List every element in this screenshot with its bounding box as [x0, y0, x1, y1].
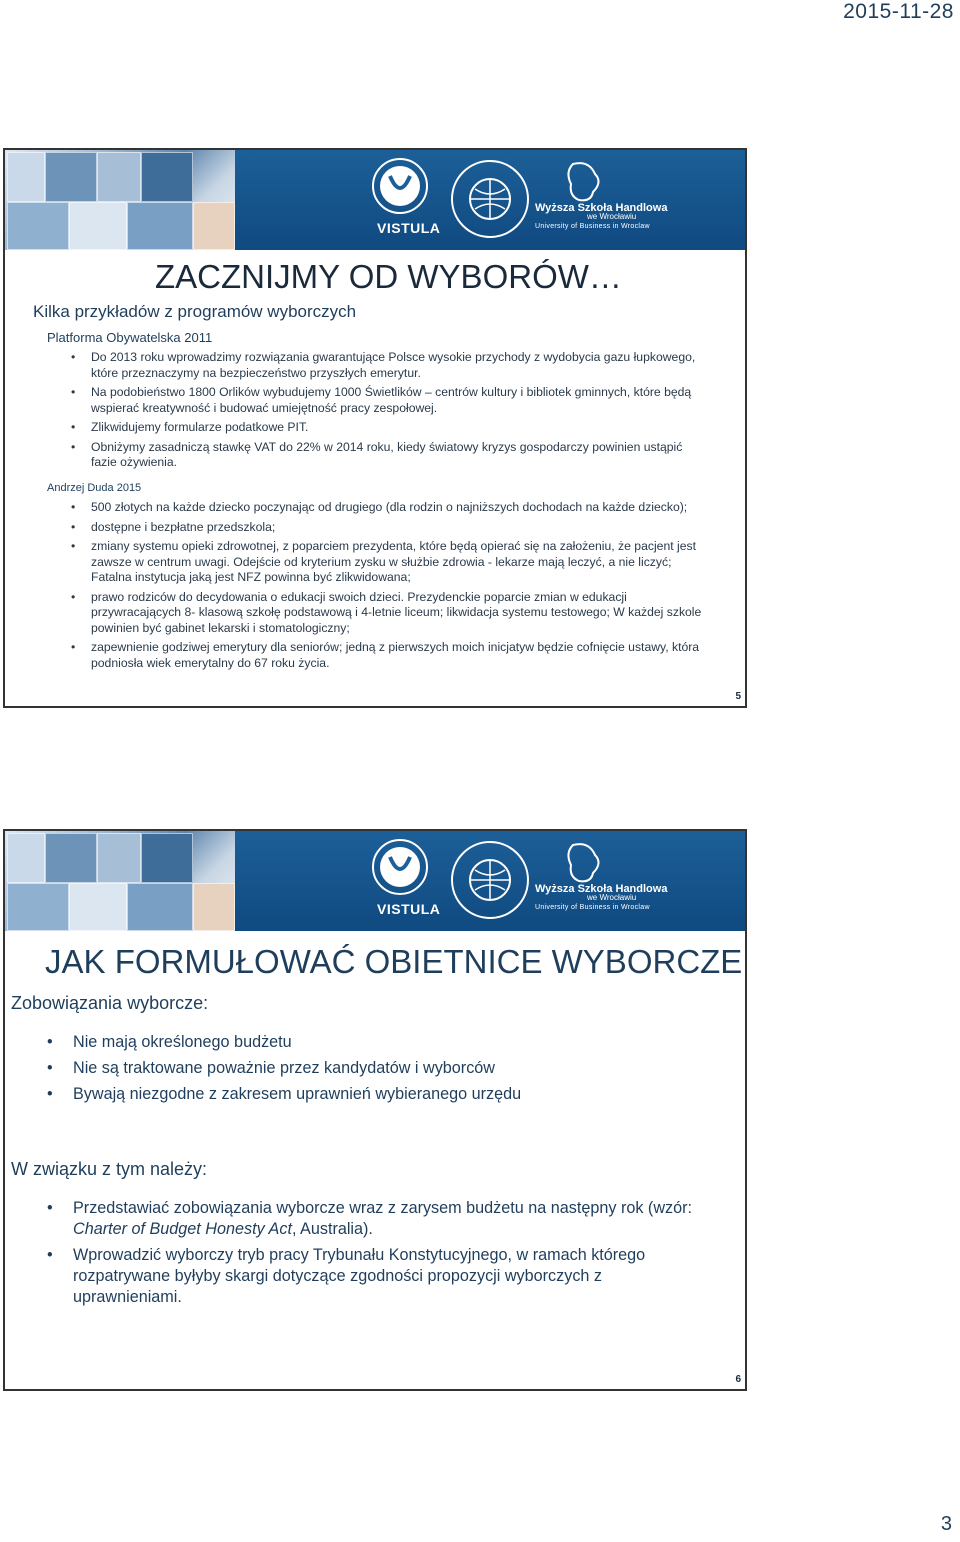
list-item: • Na podobieństwo 1800 Orlików wybudujemy 1000 Świetlików – centrów kultury i bibliotek gminnych, które będą wspierać kreatywność i budować umiejętność pracy zespołowej.	[71, 385, 711, 416]
section-heading-ad: Andrzej Duda 2015	[47, 482, 142, 494]
vistula-label: VISTULA	[377, 901, 441, 917]
wsh-city: we Wrocławiu	[587, 212, 637, 221]
szkola-glowna-logo	[445, 154, 535, 244]
banner-photo-collage	[5, 831, 235, 931]
ad-promise-list	[71, 500, 711, 675]
slide-number: 5	[735, 691, 741, 702]
wsh-name: Wyższa Szkoła Handlowa	[535, 202, 668, 214]
section-heading-commitments: Zobowiązania wyborcze:	[11, 993, 209, 1013]
commitments-list	[47, 1032, 707, 1110]
list-item: • zapewnienie godziwej emerytury dla seniorów; jedną z pierwszych moich inicjatyw będzie cofnięcie ustawy, która podniosła wiek emerytalny do 67 roku życia.	[71, 640, 711, 671]
page-number: 3	[940, 1513, 952, 1535]
list-item: • Obniżymy zasadniczą stawkę VAT do 22% w 2014 roku, kiedy światowy kryzys gospodarczy powinien ustąpić fazie ożywienia.	[71, 440, 711, 471]
list-item: • dostępne i bezpłatne przedszkola;	[71, 520, 711, 536]
recommendation-text: Przedstawiać zobowiązania wyborcze wraz z zarysem budżetu na następny rok (wzór:	[73, 1199, 692, 1217]
slide-banner	[5, 150, 745, 250]
slide-6	[3, 829, 747, 1391]
wsh-logo	[533, 839, 643, 925]
banner-photo-collage	[5, 150, 235, 250]
szkola-glowna-logo	[445, 835, 535, 925]
vistula-label: VISTULA	[377, 220, 441, 236]
wsh-logo	[533, 158, 643, 244]
slide-title: JAK FORMUŁOWAĆ OBIETNICE WYBORCZE	[45, 943, 743, 980]
slide-title: ZACZNIJMY OD WYBORÓW…	[155, 258, 622, 295]
wsh-subtitle: University of Business in Wroclaw	[535, 904, 650, 911]
recommendations-list	[47, 1198, 707, 1313]
list-item: • prawo rodziców do decydowania o edukacji swoich dzieci. Prezydenckie poparcie zmian w edukacji przywracających 8- klasową szkołę podstawową i 4-letnie liceum; likwidacja systemu testowego; W każdej szkole powinien być gabinet lekarski i stomatologiczny;	[71, 590, 711, 637]
slide-number: 6	[735, 1374, 741, 1385]
slide-banner	[5, 831, 745, 931]
list-item	[47, 1198, 707, 1240]
list-item: • Do 2013 roku wprowadzimy rozwiązania gwarantujące Polsce wysokie przychody z wydobycia gazu łupkowego, które przeznaczymy na bezpieczeństwo przyszłych emerytur.	[71, 350, 711, 381]
list-item: • Wprowadzić wyborczy tryb pracy Trybunału Konstytucyjnego, w ramach którego rozpatrywane byłyby skargi dotyczące zgodności propozycji wyborczych z uprawnieniami.	[47, 1245, 707, 1308]
section-heading-po: Platforma Obywatelska 2011	[47, 330, 213, 345]
page-date: 2015-11-28	[843, 0, 954, 23]
list-item: • Bywają niezgodne z zakresem uprawnień wybieranego urzędu	[47, 1084, 707, 1105]
list-item: • Nie mają określonego budżetu	[47, 1032, 707, 1053]
wsh-name: Wyższa Szkoła Handlowa	[535, 883, 668, 895]
wsh-subtitle: University of Business in Wroclaw	[535, 223, 650, 230]
list-item: • 500 złotych na każde dziecko poczynając od drugiego (dla rodzin o najniższych dochodach na każde dziecko);	[71, 500, 711, 516]
list-item: • zmiany systemu opieki zdrowotnej, z poparciem prezydenta, które będą opierać się na założeniu, że pacjent jest zawsze w centrum uwagi. Odejście od kryterium zysku w służbie zdrowia - lekarze mają leczyć, a nie liczyć; Fatalna instytucja jaką jest NFZ powinna być zlikwidowana;	[71, 539, 711, 586]
slide-5	[3, 148, 747, 708]
recommendation-text-end: , Australia).	[291, 1220, 373, 1238]
list-item: • Zlikwidujemy formularze podatkowe PIT.	[71, 420, 711, 436]
wsh-city: we Wrocławiu	[587, 893, 637, 902]
act-name: Charter of Budget Honesty Act	[73, 1220, 292, 1238]
list-item: • Nie są traktowane poważnie przez kandydatów i wyborców	[47, 1058, 707, 1079]
po-promise-list	[71, 350, 711, 475]
slide-subtitle: Kilka przykładów z programów wyborczych	[33, 302, 357, 321]
section-heading-recommendations: W związku z tym należy:	[11, 1159, 208, 1179]
